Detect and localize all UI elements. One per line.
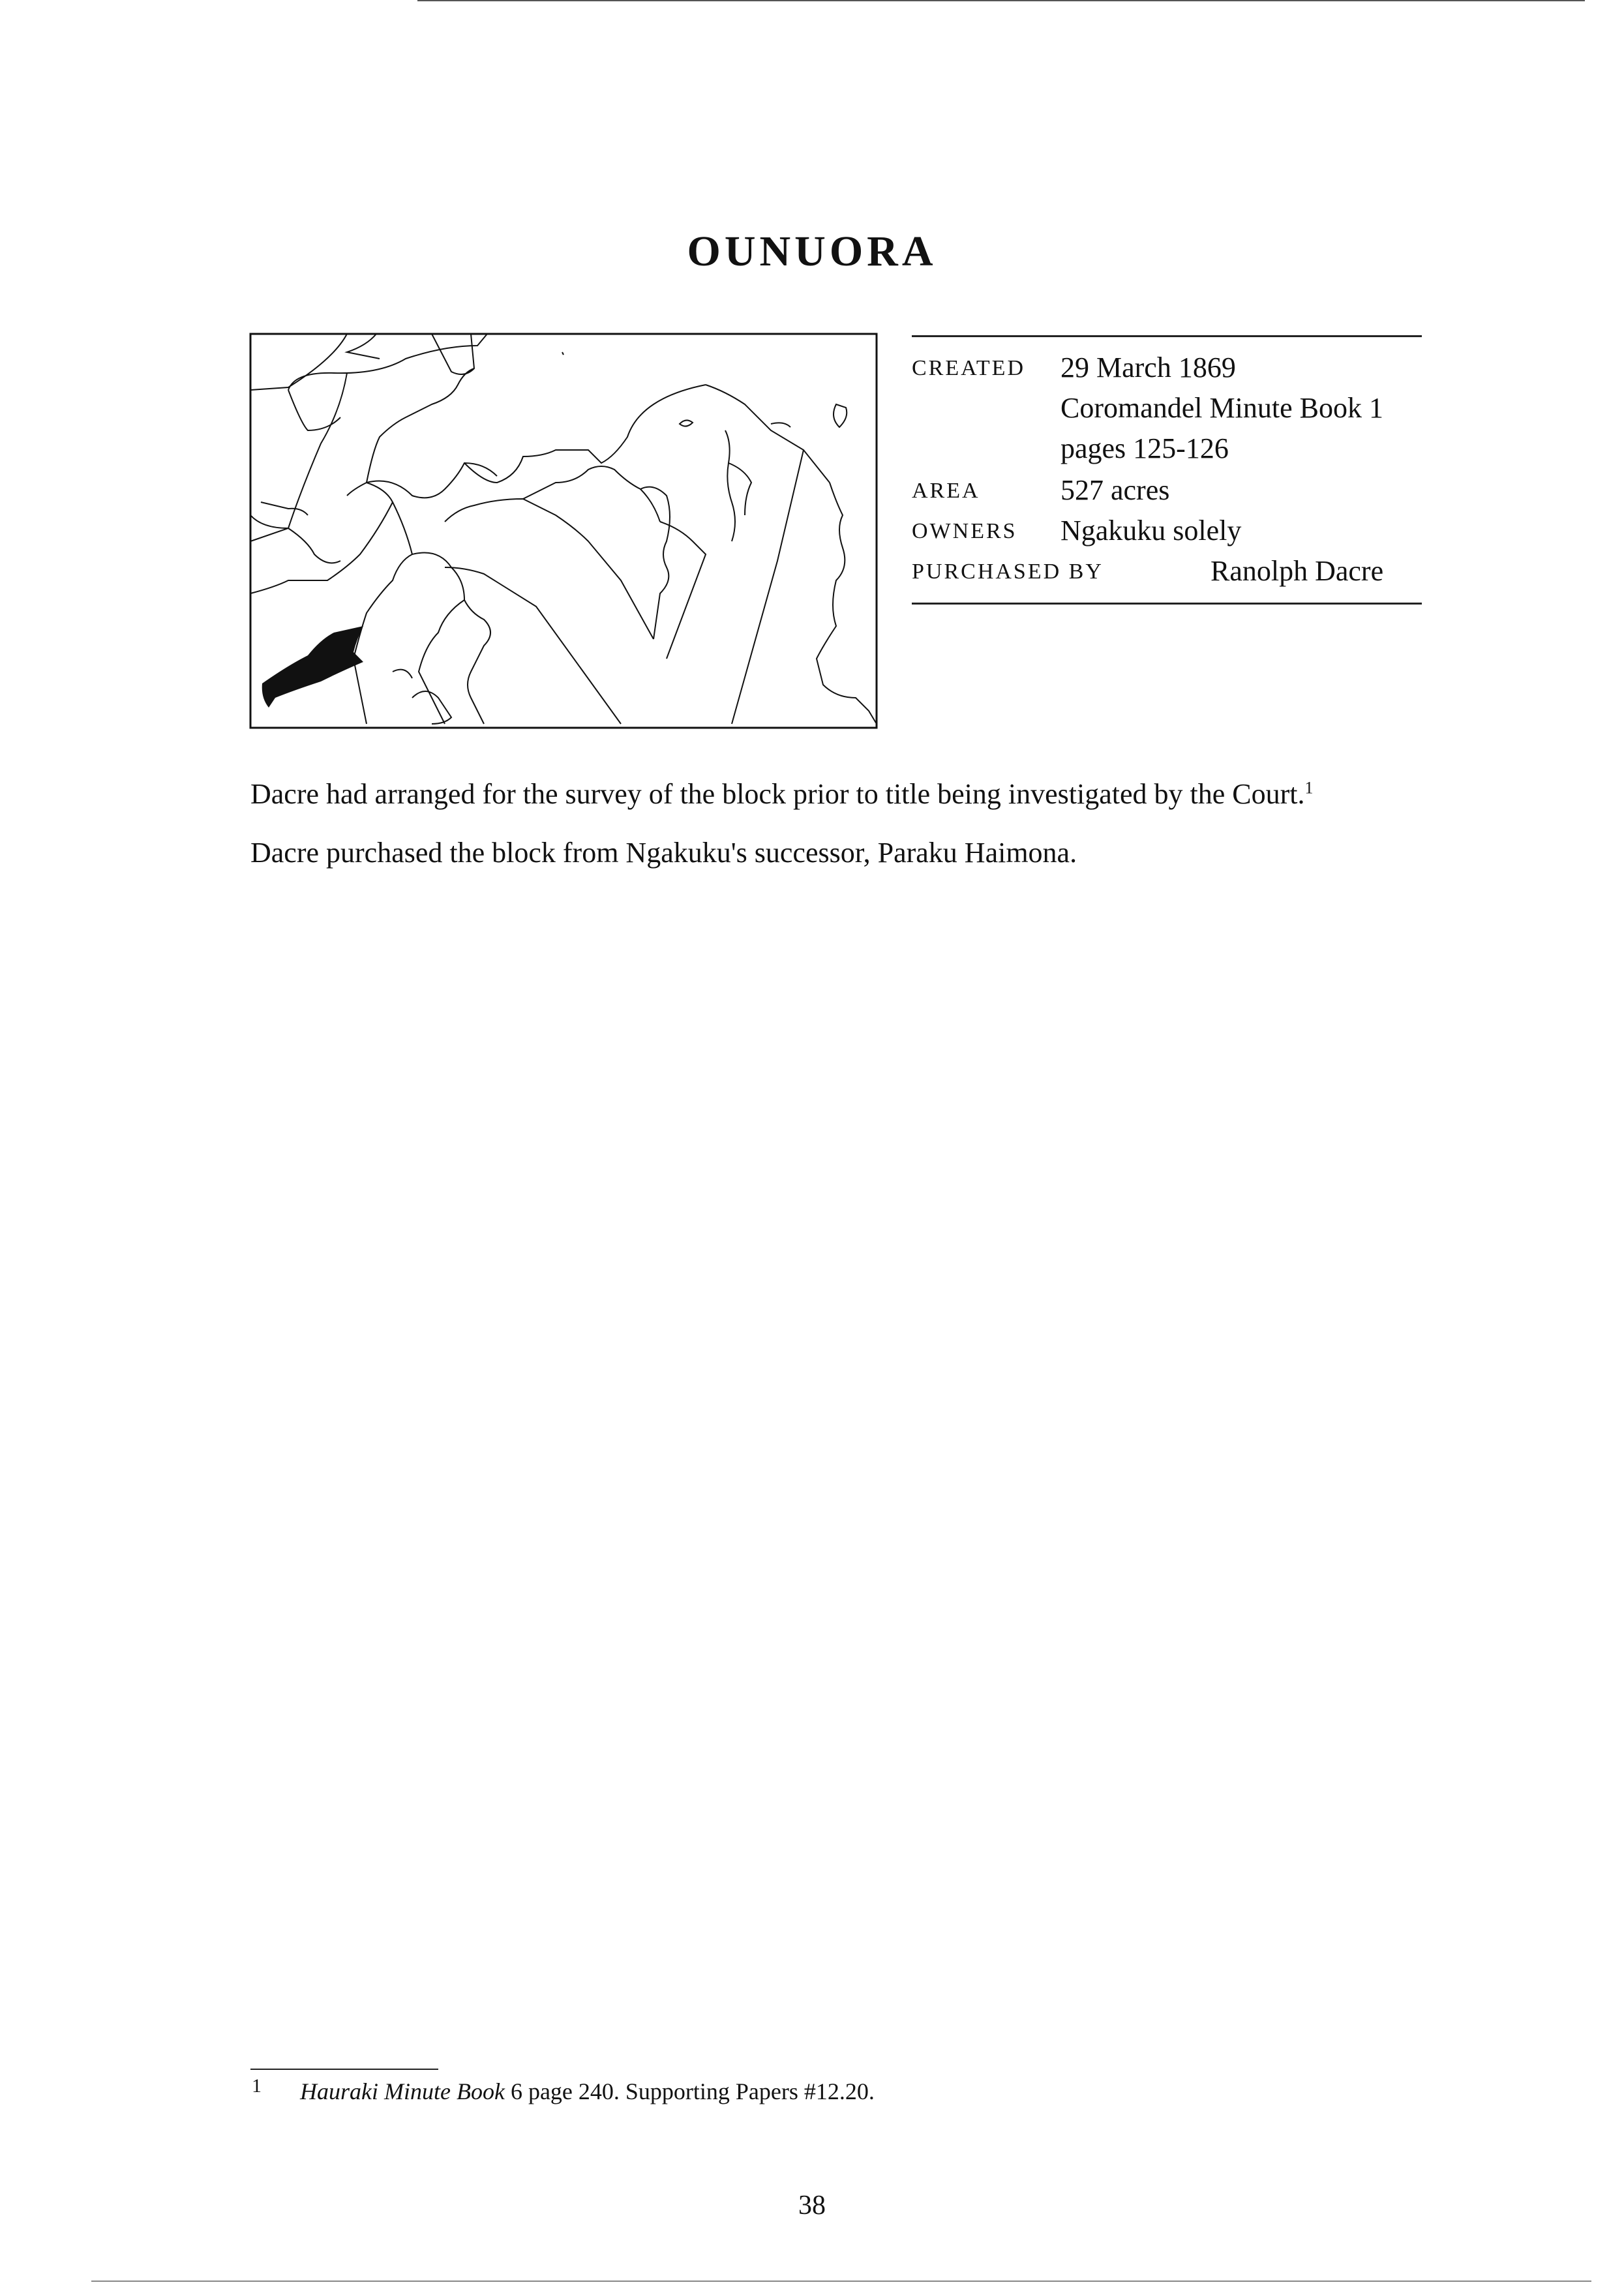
created-date: 29 March 1869 (1060, 352, 1236, 383)
top-rule (417, 0, 1585, 1)
bottom-rule (91, 2281, 1591, 2282)
purchased-label: PURCHASED BY (912, 560, 1104, 584)
body-paragraph-1-text: Dacre had arranged for the survey of the block prior to title being investigated by the Court. (250, 778, 1305, 810)
info-top-rule (912, 335, 1422, 337)
footnote-text (300, 2078, 875, 2105)
body-paragraph-1 (250, 777, 1313, 811)
area-value: 527 acres (1060, 474, 1170, 506)
footnote-rule (250, 2069, 438, 2070)
area-label: AREA (912, 479, 980, 503)
created-label: CREATED (912, 356, 1025, 380)
info-bottom-rule (912, 603, 1422, 605)
footnote-source-title: Hauraki Minute Book (300, 2078, 505, 2104)
footnote-number: 1 (252, 2075, 262, 2097)
page-title: OUNUORA (687, 228, 937, 275)
block-info-panel (912, 335, 1422, 608)
owners-label: OWNERS (912, 519, 1017, 543)
location-map (249, 333, 878, 729)
purchased-value: Ranolph Dacre (1210, 555, 1384, 587)
page-number: 38 (798, 2191, 826, 2221)
footnote-source-detail: 6 page 240. Supporting Papers #12.20. (504, 2078, 875, 2104)
created-source: Coromandel Minute Book 1 (1060, 392, 1383, 424)
created-pages: pages 125-126 (1060, 432, 1229, 464)
owners-value: Ngakuku solely (1060, 515, 1242, 546)
footnote-reference[interactable]: 1 (1304, 778, 1314, 798)
body-paragraph-2: Dacre purchased the block from Ngakuku's successor, Paraku Haimona. (250, 837, 1077, 869)
